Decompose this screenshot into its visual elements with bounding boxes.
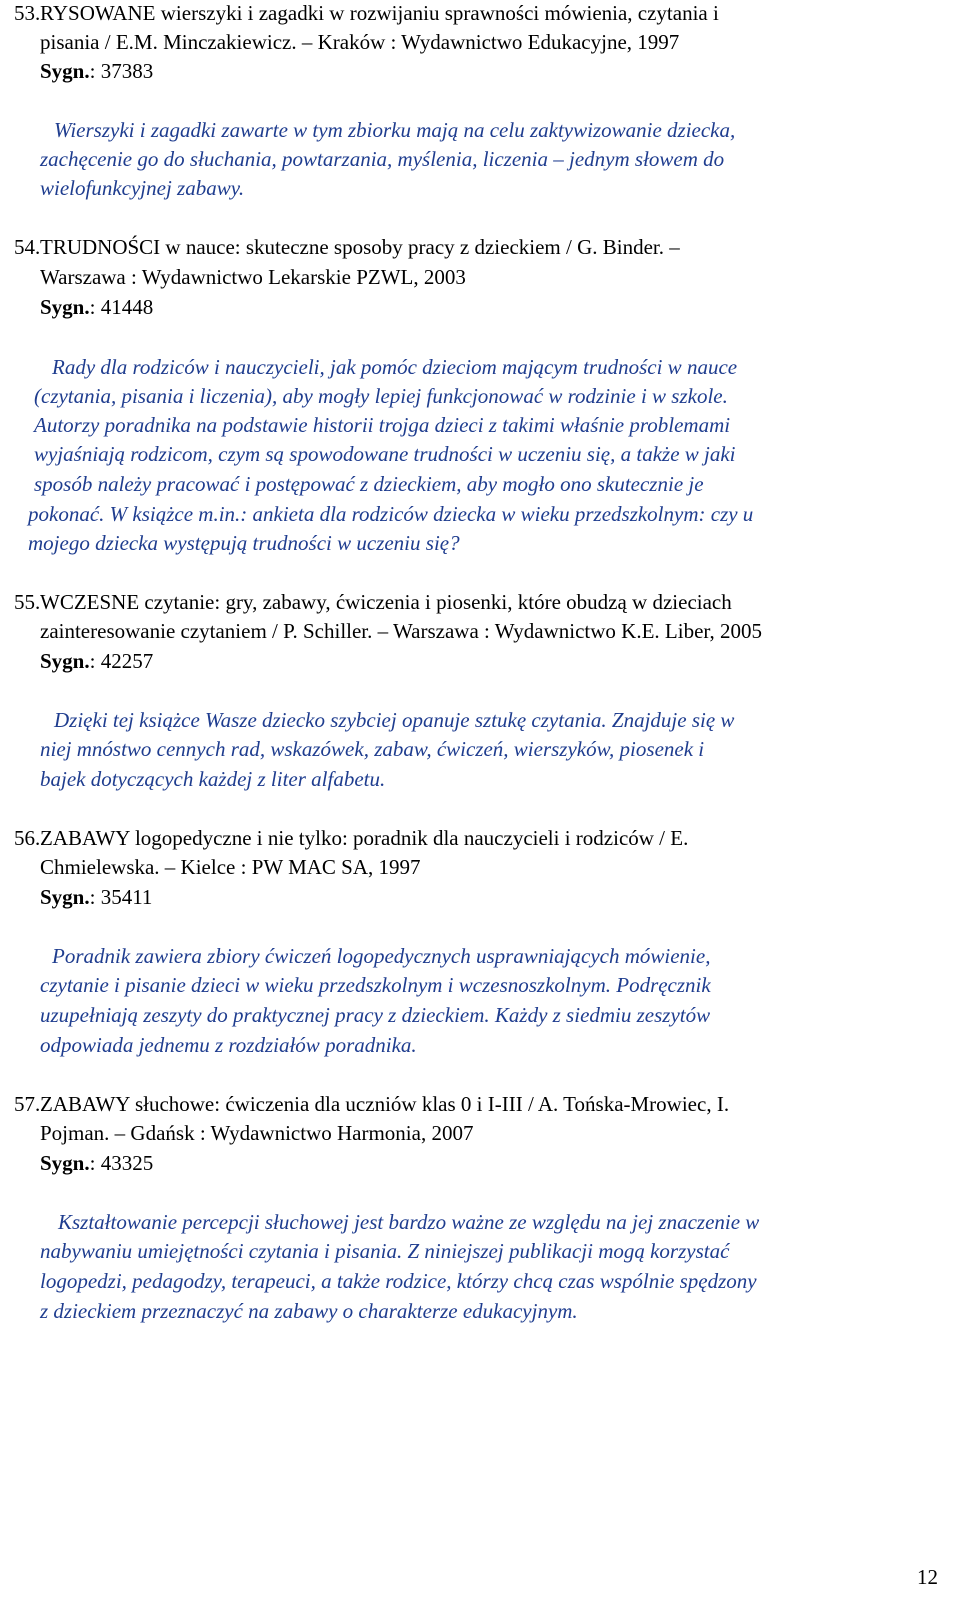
description-line: bajek dotyczących każdej z liter alfabetu. [40, 767, 386, 791]
page-number: 12 [917, 1565, 938, 1589]
description-line: odpowiada jednemu z rozdziałów poradnika. [40, 1033, 417, 1057]
citation-line: TRUDNOŚCI w nauce: skuteczne sposoby pracy z dzieckiem / G. Binder. – [40, 235, 680, 259]
description-line: pokonać. W książce m.in.: ankieta dla rodziców dziecka w wieku przedszkolnym: czy u [28, 502, 754, 526]
description-line: niej mnóstwo cennych rad, wskazówek, zabaw, ćwiczeń, wierszyków, piosenek i [40, 737, 705, 761]
citation-line: ZABAWY logopedyczne i nie tylko: poradnik dla nauczycieli i rodziców / E. [40, 826, 689, 850]
entry-number: 56. [14, 826, 41, 850]
description-line: wielofunkcyjnej zabawy. [40, 176, 245, 200]
description-line: nabywaniu umiejętności czytania i pisania. Z niniejszej publikacji mogą korzystać [40, 1239, 730, 1263]
description-line: uzupełniają zeszyty do praktycznej pracy z dzieckiem. Każdy z siedmiu zeszytów [40, 1003, 711, 1027]
description-line: Rady dla rodziców i nauczycieli, jak pomóc dzieciom mającym trudności w nauce [52, 355, 738, 379]
call-number-label: Sygn. [40, 649, 90, 673]
entry-number: 54. [14, 235, 41, 259]
call-number [40, 646, 153, 676]
entry-number: 57. [14, 1092, 41, 1116]
call-number-value: : 41448 [89, 295, 154, 319]
call-number-label: Sygn. [40, 295, 90, 319]
description-line: (czytania, pisania i liczenia), aby mogły lepiej funkcjonować w rodzinie i w szkole. [34, 384, 728, 408]
call-number-label: Sygn. [40, 1151, 90, 1175]
entry-number: 55. [14, 590, 41, 614]
call-number-label: Sygn. [40, 885, 90, 909]
citation-line: ZABAWY słuchowe: ćwiczenia dla uczniów klas 0 i I-III / A. Tońska-Mrowiec, I. [40, 1092, 730, 1116]
description-line: wyjaśniają rodzicom, czym są spowodowane trudności w uczeniu się, a także w jaki [34, 442, 736, 466]
citation-line: pisania / E.M. Minczakiewicz. – Kraków : Wydawnictwo Edukacyjne, 1997 [40, 30, 680, 54]
citation-line: Warszawa : Wydawnictwo Lekarskie PZWL, 2003 [40, 265, 466, 289]
citation-line: zainteresowanie czytaniem / P. Schiller. – Warszawa : Wydawnictwo K.E. Liber, 2005 [40, 619, 763, 643]
description-line: logopedzi, pedagodzy, terapeuci, a także rodzice, którzy chcą czas wspólnie spędzony [40, 1269, 757, 1293]
call-number-value: : 43325 [89, 1151, 154, 1175]
citation-line: WCZESNE czytanie: gry, zabawy, ćwiczenia i piosenki, które obudzą w dzieciach [40, 590, 732, 614]
call-number-value: : 35411 [89, 885, 153, 909]
description-line: Wierszyki i zagadki zawarte w tym zbiorku mają na celu zaktywizowanie dziecka, [54, 118, 736, 142]
call-number [40, 882, 152, 912]
call-number [40, 56, 153, 86]
description-line: Autorzy poradnika na podstawie historii trojga dzieci z takimi właśnie problemami [34, 413, 731, 437]
description-line: czytanie i pisanie dzieci w wieku przedszkolnym i wczesnoszkolnym. Podręcznik [40, 973, 711, 997]
call-number-value: : 42257 [89, 649, 154, 673]
call-number-value: : 37383 [89, 59, 154, 83]
citation-line: RYSOWANE wierszyki i zagadki w rozwijaniu sprawności mówienia, czytania i [40, 1, 719, 25]
description-line: Kształtowanie percepcji słuchowej jest bardzo ważne ze względu na jej znaczenie w [58, 1210, 760, 1234]
citation-line: Pojman. – Gdańsk : Wydawnictwo Harmonia, 2007 [40, 1121, 474, 1145]
call-number-label: Sygn. [40, 59, 90, 83]
citation-line: Chmielewska. – Kielce : PW MAC SA, 1997 [40, 855, 421, 879]
description-line: Dzięki tej książce Wasze dziecko szybciej opanuje sztukę czytania. Znajduje się w [54, 708, 735, 732]
description-line: z dzieckiem przeznaczyć na zabawy o charakterze edukacyjnym. [40, 1299, 578, 1323]
description-line: mojego dziecka występują trudności w uczeniu się? [28, 531, 460, 555]
entry-number: 53. [14, 1, 41, 25]
call-number [40, 1148, 153, 1178]
description-line: zachęcenie go do słuchania, powtarzania, myślenia, liczenia – jednym słowem do [40, 147, 725, 171]
description-line: Poradnik zawiera zbiory ćwiczeń logopedycznych usprawniających mówienie, [52, 944, 711, 968]
call-number [40, 292, 153, 322]
description-line: sposób należy pracować i postępować z dzieckiem, aby mogło ono skutecznie je [34, 472, 704, 496]
